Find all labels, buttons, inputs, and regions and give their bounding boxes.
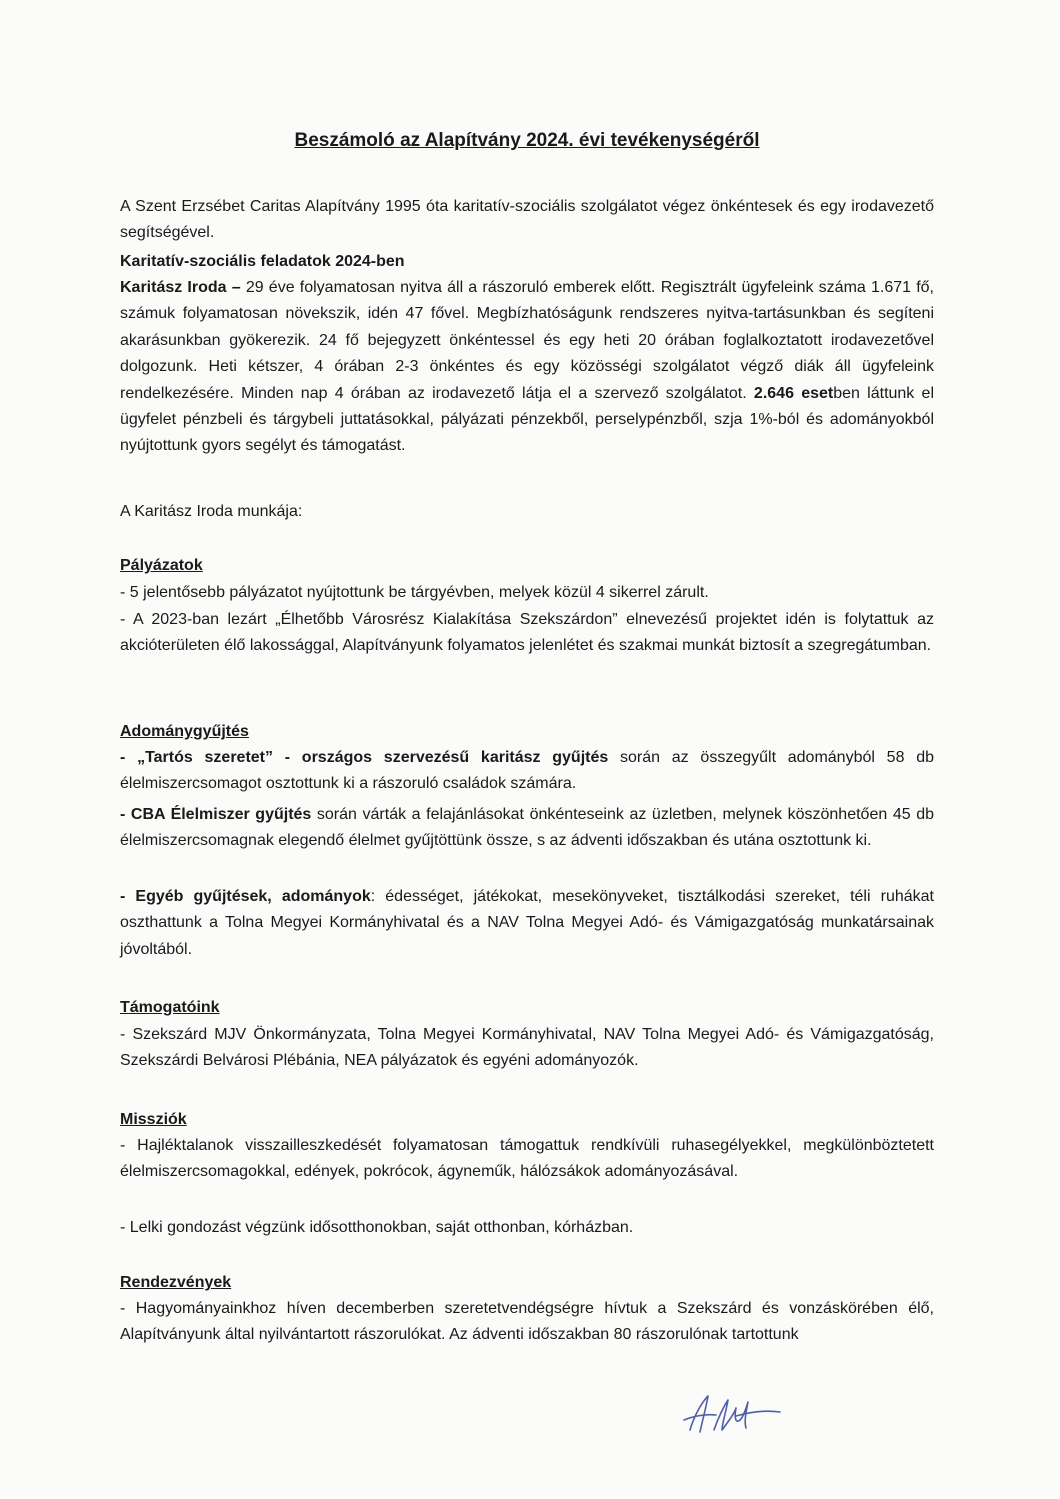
missions-item-2: - Lelki gondozást végzünk idősotthonokban, saját otthonban, kórházban. [120,1219,634,1236]
office-cases-suffix: eset [793,384,834,402]
page-title: Beszámoló az Alapítvány 2024. évi tevékenységéről [294,130,760,151]
donations-heading: Adománygyűjtés [120,723,249,740]
missions-item-1: - Hajléktalanok visszailleszkedését folyamatosan támogattuk rendkívüli ruhasegélyekkel, megkülönböztetett élelmiszercsomagokkal, edények, pokrócok, ágyneműk, hálózsákok adományozásával. [120,1137,934,1181]
tenders-item-2: - A 2023-ban lezárt „Élhetőbb Városrész Kialakítása Szekszárdon” elnevezésű projektet idén is folytattuk az akcióterületen élő lakossággal, Alapítványunk folyamatos jelenlétet és szakmai munkát biztosít a szegregátumban. [120,611,934,655]
donations-item-2-text: során várták a felajánlásokat önkénteseink az üzletben, melynek köszönhetően 45 db élelmiszercsomagnak elegendő élelmet gyűjtöttünk össze, s az ádventi időszakban és utána osztottunk ki. [120,806,935,850]
supporters-heading: Támogatóink [120,999,220,1016]
donations-item-3 [120,884,934,963]
office-label: Karitász Iroda – [120,279,241,296]
section-title-caritative: Karitatív-szociális feladatok 2024-ben [120,253,405,270]
office-cases-number: 2.646 [753,384,794,402]
donations-item-1-title: - „Tartós szeretet” - országos szervezésű karitász gyűjtés [120,749,609,766]
events-heading: Rendezvények [120,1274,232,1291]
supporters-text: - Szekszárd MJV Önkormányzata, Tolna Megyei Kormányhivatal, NAV Tolna Megyei Adó- és Vámigazgatóság, Szekszárdi Belvárosi Plébánia, NEA pályázatok és egyéni adományozók. [120,1026,934,1070]
office-text-1: 29 éve folyamatosan nyitva áll a rászoruló emberek előtt. Regisztrált ügyfeleink száma 1.671 fő, számuk folyamatosan növekszik, idén 47 fővel. Megbízhatóságunk rendszeres nyitva-tartásunkban és segíteni akarásunkban gyökerezik. 24 fő bejegyzett önkéntessel és egy heti 20 órában foglalkoztatott irodavezetővel dolgozunk. Heti kétszer, 4 órában 2-3 önkéntes és egy közösségi szolgálatot végző diák áll ügyfeleink rendelkezésére. Minden nap 4 órában az irodavezető látja el a szervező szolgálatot. [120,279,935,402]
office-paragraph [120,275,934,460]
work-intro: A Karitász Iroda munkája: [120,503,303,520]
events-text: - Hagyományainkhoz híven decemberben szeretetvendégségre hívtuk a Szekszárd és vonzáskörében élő, Alapítványunk által nyilvántartott rászorulókat. Az ádventi időszakban 80 rászorulónak tartottunk [120,1300,934,1344]
donations-item-3-text: : édességet, játékokat, mesekönyveket, tisztálkodási szereket, téli ruhákat oszthattunk a Tolna Megyei Kormányhivatal és a NAV Tolna Megyei Adó- és Vámigazgatóság munkatársainak jóvoltából. [120,888,934,958]
donations-item-1-text: során az összegyűlt adományból 58 db élelmiszercsomagot osztottunk ki a rászoruló családok számára. [120,749,935,793]
donations-item-2-title: - CBA Élelmiszer gyűjtés [120,806,312,823]
tenders-heading: Pályázatok [120,557,203,574]
donations-item-3-title: - Egyéb gyűjtések, adományok [120,888,371,905]
missions-heading: Missziók [120,1111,187,1128]
signature-image [676,1390,786,1440]
donations-item-1 [120,745,934,798]
office-text-2: ben láttunk el ügyfelet pénzbeli és tárgybeli juttatásokkal, pályázati pénzekből, perselypénzből, szja 1%-ból és adományokból nyújtottunk gyors segélyt és támogatást. [120,384,935,455]
intro-paragraph: A Szent Erzsébet Caritas Alapítvány 1995 óta karitatív-szociális szolgálatot végez önkéntesek és egy irodavezető segítségével. [120,198,934,242]
tenders-item-1: - 5 jelentősebb pályázatot nyújtottunk be tárgyévben, melyek közül 4 sikerrel zárult. [120,584,709,601]
donations-item-2 [120,802,934,855]
